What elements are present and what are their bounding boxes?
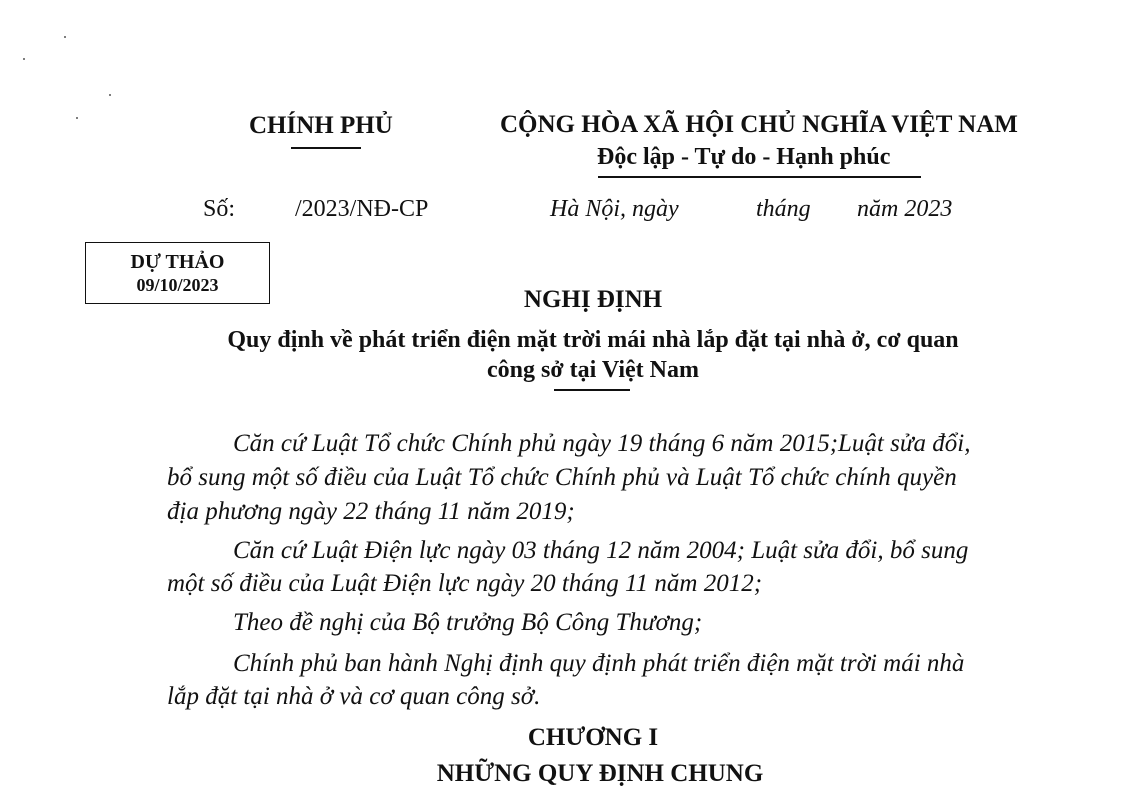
year-text: năm 2023 [857, 196, 953, 222]
document-number-label: Số: [203, 196, 236, 222]
chapter-title: NHỮNG QUY ĐỊNH CHUNG [436, 760, 764, 787]
scan-speck [76, 117, 78, 119]
scan-speck [109, 94, 111, 96]
document-number: /2023/NĐ-CP [295, 196, 429, 222]
body-line: địa phương ngày 22 tháng 11 năm 2019; [167, 498, 575, 525]
body-line: lắp đặt tại nhà ở và cơ quan công sở. [167, 683, 541, 710]
national-motto: Độc lập - Tự do - Hạnh phúc [597, 144, 891, 170]
chapter-label: CHƯƠNG I [527, 724, 659, 751]
draft-label: DỰ THẢO [130, 251, 225, 273]
scan-speck [23, 58, 25, 60]
issuer-name: CHÍNH PHỦ [249, 112, 393, 139]
body-line: bổ sung một số điều của Luật Tổ chức Chính phủ và Luật Tổ chức chính quyền [167, 464, 957, 491]
document-subject-line-1: Quy định về phát triển điện mặt trời mái nhà lắp đặt tại nhà ở, cơ quan [227, 327, 959, 353]
document-subject-line-2: công sở tại Việt Nam [487, 357, 699, 383]
issuer-underline [291, 147, 361, 149]
body-line: Chính phủ ban hành Nghị định quy định phát triển điện mặt trời mái nhà [233, 650, 965, 677]
body-line: Căn cứ Luật Tổ chức Chính phủ ngày 19 tháng 6 năm 2015;Luật sửa đổi, [233, 430, 971, 457]
body-line: một số điều của Luật Điện lực ngày 20 tháng 11 năm 2012; [167, 570, 763, 597]
scan-speck [64, 36, 66, 38]
place-and-day: Hà Nội, ngày [550, 196, 679, 222]
motto-underline [598, 176, 921, 178]
body-line: Căn cứ Luật Điện lực ngày 03 tháng 12 năm 2004; Luật sửa đổi, bổ sung [233, 537, 969, 564]
body-line: Theo đề nghị của Bộ trưởng Bộ Công Thương; [233, 609, 703, 636]
subject-underline [554, 389, 630, 391]
month-word: tháng [756, 196, 811, 222]
draft-date: 09/10/2023 [136, 275, 219, 295]
document-type-title: NGHỊ ĐỊNH [523, 286, 663, 313]
nation-name: CỘNG HÒA XÃ HỘI CHỦ NGHĨA VIỆT NAM [500, 111, 1018, 138]
